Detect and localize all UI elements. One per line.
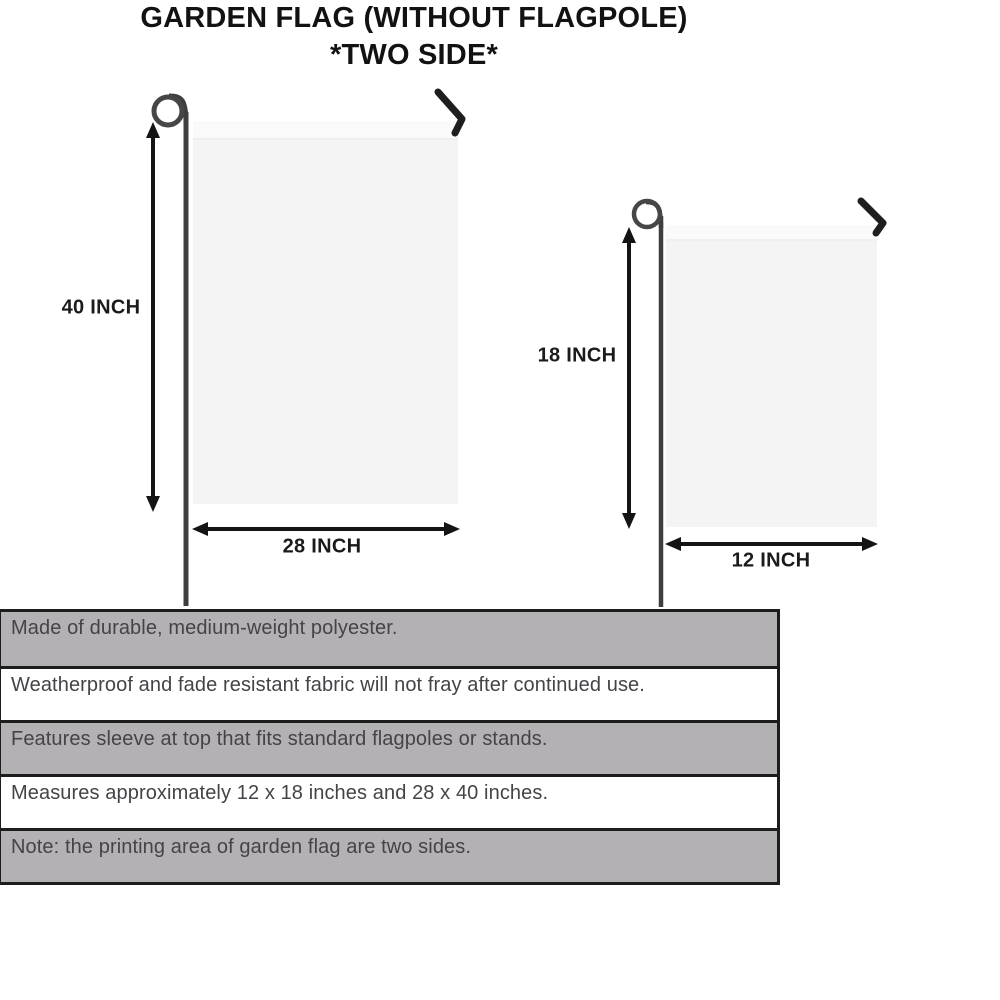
feature-row-text: Made of durable, medium-weight polyester. xyxy=(11,617,398,639)
small-flag-height-label: 18 INCH xyxy=(537,344,617,367)
feature-row-text: Note: the printing area of garden flag are two sides. xyxy=(11,836,472,858)
large-flagpole-loop xyxy=(154,97,182,125)
feature-row-text: Features sleeve at top that fits standard flagpoles or stands. xyxy=(11,728,548,750)
large-flag-diagram xyxy=(146,92,462,606)
large-flag-height-label: 40 INCH xyxy=(61,296,141,319)
large-width-arrowhead-right xyxy=(444,522,460,536)
large-height-arrowhead-bottom xyxy=(146,496,160,512)
large-width-arrowhead-left xyxy=(192,522,208,536)
large-height-arrowhead-top xyxy=(146,122,160,138)
feature-row xyxy=(1,720,777,774)
large-flag-width-label: 28 INCH xyxy=(282,535,362,558)
small-flagpole-bend xyxy=(646,202,661,228)
small-height-arrowhead-top xyxy=(622,227,636,243)
small-height-arrowhead-bottom xyxy=(622,513,636,529)
small-flag-sleeve xyxy=(666,225,877,239)
large-flagpole-bend xyxy=(169,96,186,124)
large-flag-hook-icon xyxy=(438,92,462,133)
feature-row xyxy=(1,612,777,666)
feature-row-text: Measures approximately 12 x 18 inches and 28 x 40 inches. xyxy=(11,782,549,804)
small-flag-fabric xyxy=(666,225,877,527)
feature-row xyxy=(1,828,777,882)
page-title-line2: *TWO SIDE* xyxy=(330,39,498,71)
small-width-arrowhead-right xyxy=(862,537,878,551)
small-flagpole-loop xyxy=(634,201,660,227)
feature-row-text: Weatherproof and fade resistant fabric will not fray after continued use. xyxy=(11,674,645,696)
large-flag-fabric xyxy=(193,121,458,504)
feature-row xyxy=(1,774,777,828)
large-flag-sleeve xyxy=(193,121,458,138)
small-flag-width-label: 12 INCH xyxy=(731,549,811,572)
page-title xyxy=(0,0,828,74)
small-flag-hook-icon xyxy=(861,201,883,233)
feature-row xyxy=(1,666,777,720)
page-title-line1: GARDEN FLAG (WITHOUT FLAGPOLE) xyxy=(140,2,688,34)
feature-table xyxy=(0,609,780,885)
small-width-arrowhead-left xyxy=(665,537,681,551)
small-flag-diagram xyxy=(622,201,883,607)
